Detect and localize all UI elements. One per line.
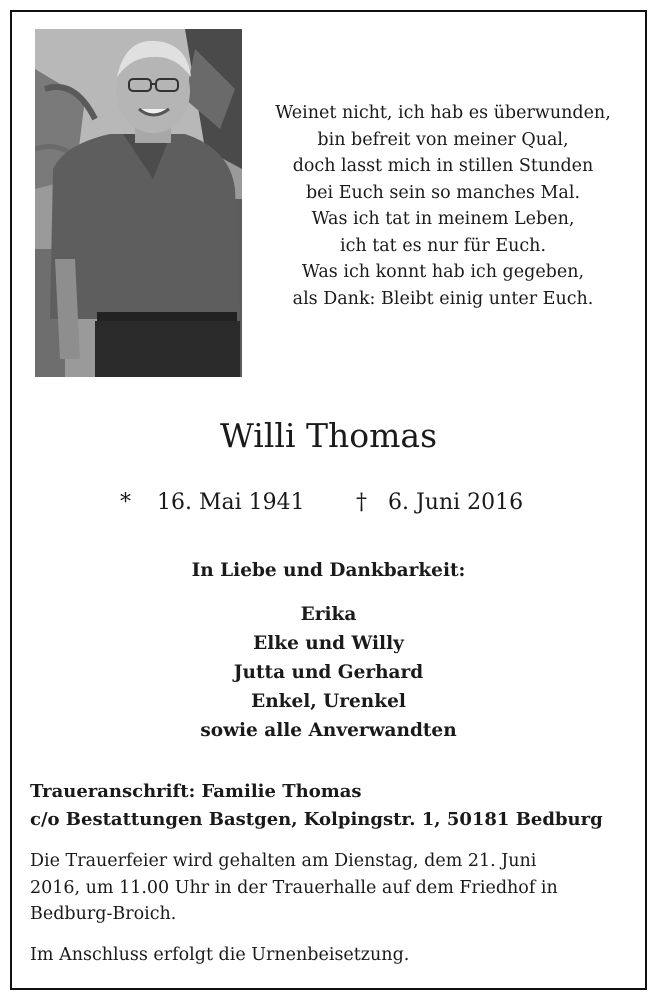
ceremony-line: Die Trauerfeier wird gehalten am Dienstag, dem 21. Juni [30, 851, 537, 871]
portrait-photo [35, 29, 242, 377]
mourner-item: Elke und Willy [253, 633, 404, 654]
thanks-heading: In Liebe und Dankbarkeit: [191, 560, 466, 581]
poem-line: ich tat es nur für Euch. [339, 235, 547, 256]
birth-symbol: * [120, 490, 131, 515]
poem [258, 100, 628, 312]
address-line: Traueranschrift: Familie Thomas [30, 781, 362, 802]
poem-line: Was ich tat in meinem Leben, [311, 209, 575, 229]
poem-line: Weinet nicht, ich hab es überwunden, [275, 103, 611, 123]
poem-line: als Dank: Bleibt einig unter Euch. [292, 288, 594, 309]
mourner-item: Erika [300, 604, 357, 625]
birth-date: 16. Mai 1941 [157, 490, 305, 515]
poem-line: Was ich konnt hab ich gegeben, [301, 262, 585, 282]
deceased-name: Willi Thomas [219, 416, 438, 455]
ceremony-notice [30, 848, 630, 928]
ceremony-line: 2016, um 11.00 Uhr in der Trauerhalle auf dem Friedhof in [30, 877, 558, 898]
ceremony-line: Bedburg-Broich. [30, 904, 177, 924]
poem-line: bin befreit von meiner Qual, [317, 129, 569, 150]
mourner-item: sowie alle Anverwandten [200, 720, 457, 741]
portrait-photo-icon [35, 29, 242, 377]
death-symbol: † [356, 490, 367, 515]
mourner-item: Enkel, Urenkel [251, 691, 406, 712]
poem-line: doch lasst mich in stillen Stunden [292, 156, 594, 176]
mourner-item: Jutta und Gerhard [233, 662, 424, 683]
poem-line: bei Euch sein so manches Mal. [305, 182, 581, 203]
death-date: 6. Juni 2016 [388, 490, 524, 515]
address-line: c/o Bestattungen Bastgen, Kolpingstr. 1, 50181 Bedburg [30, 808, 603, 830]
mourners-list [0, 600, 657, 745]
urn-notice: Im Anschluss erfolgt die Urnenbeisetzung. [30, 945, 410, 965]
mourning-address [30, 778, 603, 833]
